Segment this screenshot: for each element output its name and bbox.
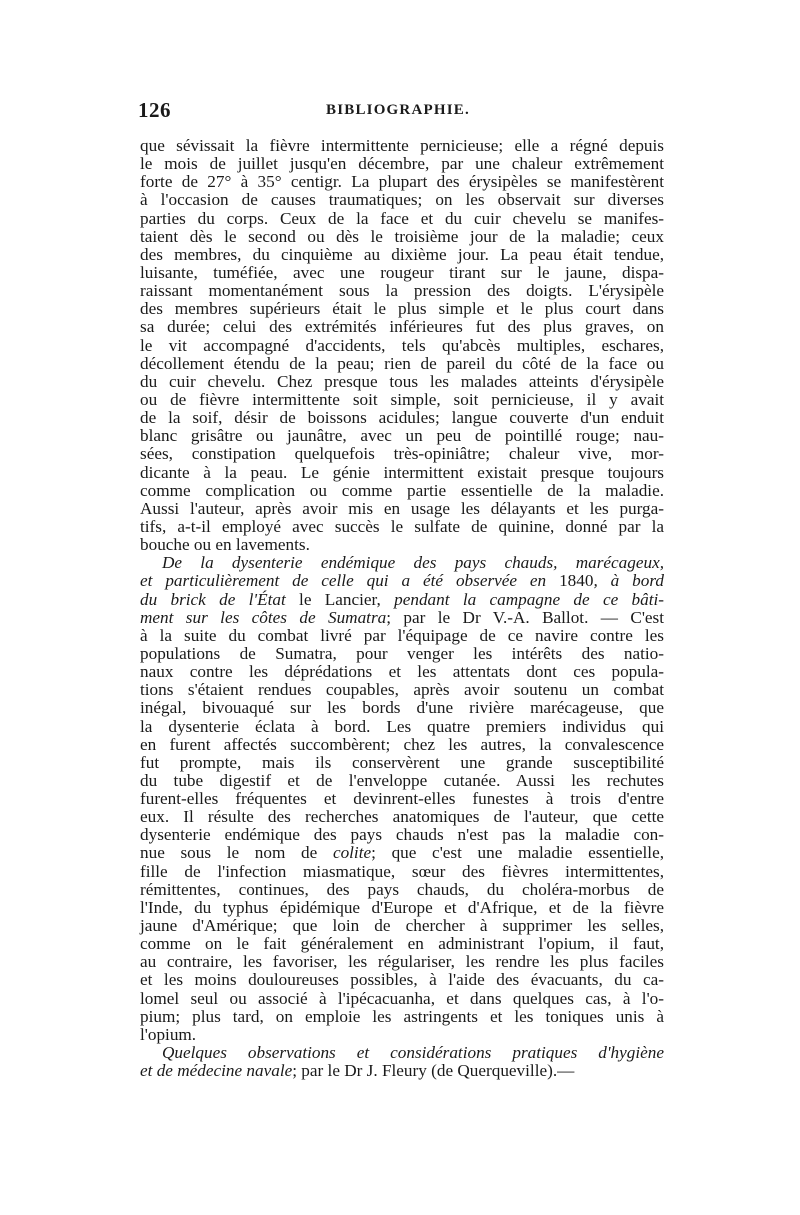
page-number: 126 <box>138 98 171 122</box>
text-segment: ; par le Dr J. Fleury (de Querqueville).— <box>292 1061 575 1081</box>
text-segment: parties du corps. Ceux de la face et du cuir chevelu se manifes- <box>140 208 664 228</box>
text-line <box>140 772 664 790</box>
text-line <box>140 790 664 808</box>
running-title: BIBLIOGRAPHIE. <box>326 102 470 118</box>
text-line <box>140 300 664 318</box>
text-segment: Aussi l'auteur, après avoir mis en usage les délayants et les purga- <box>140 498 664 518</box>
text-segment: jaune d'Amérique; que loin de chercher à supprimer les selles, <box>140 916 664 936</box>
text-segment: blanc grisâtre ou jaunâtre, avec un peu de pointillé rouge; nau- <box>140 426 664 446</box>
text-line <box>140 754 664 772</box>
text-segment: au contraire, les favoriser, les régulariser, les rendre les plus faciles <box>140 952 664 972</box>
text-line <box>140 971 664 989</box>
text-segment: l'Inde, du typhus épidémique d'Europe et d'Afrique, et de la fièvre <box>140 897 664 917</box>
text-line <box>140 137 664 155</box>
text-segment: nue sous le nom de <box>140 843 333 863</box>
text-line <box>140 1044 664 1062</box>
text-line <box>140 718 664 736</box>
text-segment: décollement étendu de la peau; rien de pareil du côté de la face ou <box>140 353 664 373</box>
text-line <box>140 917 664 935</box>
italic-text: et de médecine navale <box>140 1061 293 1081</box>
text-line <box>140 191 664 209</box>
text-segment: furent-elles fréquentes et devinrent-elles funestes à trois d'entre <box>140 789 664 809</box>
text-segment: tifs, a-t-il employé avec succès le sulfate de quinine, donné par la <box>140 516 664 536</box>
text-segment: en furent affectés succombèrent; chez les autres, la convalescence <box>140 734 664 754</box>
text-segment: que sévissait la fièvre intermittente pernicieuse; elle a régné depuis <box>140 136 664 155</box>
text-segment: naux contre les déprédations et les attentats dont ces popula- <box>140 662 664 682</box>
text-line <box>140 355 664 373</box>
text-line <box>140 518 664 536</box>
text-segment: pium; plus tard, on emploie les astringents et les toniques unis à <box>140 1006 664 1026</box>
text-segment: populations de Sumatra, pour venger les intérêts des natio- <box>140 643 664 663</box>
text-line <box>140 409 664 427</box>
body-text <box>140 137 664 1080</box>
text-segment: comme complication ou comme partie essentielle de la maladie. <box>140 480 664 500</box>
text-segment: à l'occasion de causes traumatiques; on les observait sur diverses <box>140 190 664 210</box>
text-segment: comme on le fait généralement en administrant l'opium, il faut, <box>140 934 664 954</box>
text-segment: rémittentes, continues, des pays chauds, du choléra-morbus de <box>140 879 664 899</box>
text-line <box>140 645 664 663</box>
italic-text: pendant la campagne de ce bâti- <box>394 589 664 609</box>
text-segment: de la soif, désir de boissons acidules; langue couverte d'un enduit <box>140 408 664 428</box>
text-segment: tions s'étaient rendues coupables, après avoir soutenu un combat <box>140 680 664 700</box>
text-line <box>140 826 664 844</box>
text-segment: raissant momentanément sous la pression des doigts. L'érysipèle <box>140 281 664 301</box>
text-segment: ; par le Dr V.-A. Ballot. — C'est <box>386 607 665 627</box>
text-segment: dysenterie endémique des pays chauds n'est pas la maladie con- <box>140 825 664 845</box>
text-segment: du tube digestif et de l'enveloppe cutanée. Aussi les rechutes <box>140 770 664 790</box>
text-line <box>140 663 664 681</box>
text-segment: ; que c'est une maladie essentielle, <box>371 843 664 863</box>
page-header <box>138 98 664 128</box>
text-line <box>140 210 664 228</box>
text-line <box>140 318 664 336</box>
text-segment: forte de 27° à 35° centigr. La plupart des érysipèles se manifestèrent <box>140 172 664 192</box>
italic-text: colite <box>332 843 372 863</box>
italic-text: , à bord <box>593 571 664 591</box>
text-line <box>140 391 664 409</box>
text-line <box>140 228 664 246</box>
text-segment: dicante à la peau. Le génie intermittent existait presque toujours <box>140 462 664 482</box>
text-segment: taient dès le second ou dès le troisième jour de la maladie; ceux <box>140 226 664 246</box>
text-segment: et les moins douloureuses possibles, à l'aide des évacuants, du ca- <box>140 970 664 990</box>
text-line <box>140 464 664 482</box>
text-line <box>140 990 664 1008</box>
text-segment: le Lancier, <box>285 589 395 609</box>
text-line <box>140 246 664 264</box>
italic-text: du brick de l'État <box>140 589 286 609</box>
text-line <box>140 899 664 917</box>
text-segment: lomel seul ou associé à l'ipécacuanha, et dans quelques cas, à l'o- <box>140 988 664 1008</box>
text-line <box>140 536 664 554</box>
text-segment: 1840 <box>559 571 594 591</box>
text-line <box>140 935 664 953</box>
text-segment: des membres, du cinquième au dixième jour. La peau était tendue, <box>140 244 664 264</box>
text-line <box>140 1026 664 1044</box>
text-line <box>140 173 664 191</box>
text-line <box>140 953 664 971</box>
text-line <box>140 736 664 754</box>
text-segment: à la suite du combat livré par l'équipage de ce navire contre les <box>140 625 664 645</box>
text-line <box>140 445 664 463</box>
text-segment: luisante, tuméfiée, avec une rougeur tirant sur le jaune, dispa- <box>140 262 664 282</box>
text-line <box>140 681 664 699</box>
italic-text: De la dysenterie endémique des pays chauds, marécageux, <box>162 553 664 573</box>
italic-text: et particulièrement de celle qui a été observée en <box>140 571 560 591</box>
text-segment: du cuir chevelu. Chez presque tous les malades atteints d'érysipèle <box>140 371 664 391</box>
text-segment: fille de l'infection miasmatique, sœur des fièvres intermittentes, <box>140 861 664 881</box>
italic-text: ment sur les côtes de Sumatra <box>140 607 387 627</box>
text-segment: le mois de juillet jusqu'en décembre, par une chaleur extrêmement <box>140 154 664 174</box>
text-line <box>140 554 664 572</box>
text-line <box>140 1062 664 1080</box>
text-line <box>140 282 664 300</box>
text-segment: le vit accompagné d'accidents, tels qu'abcès multiples, eschares, <box>140 335 664 355</box>
text-line <box>140 591 664 609</box>
text-segment: la dysenterie éclata à bord. Les quatre premiers individus qui <box>140 716 664 736</box>
text-segment: inégal, bivouaqué sur les bords d'une rivière marécageuse, que <box>140 698 664 718</box>
text-segment: eux. Il résulte des recherches anatomiques de l'auteur, que cette <box>140 807 664 827</box>
text-segment: fut prompte, mais ils conservèrent une grande susceptibilité <box>140 752 664 772</box>
italic-text: Quelques observations et considérations pratiques d'hygiène <box>162 1043 664 1063</box>
text-line <box>140 427 664 445</box>
text-line <box>140 844 664 862</box>
text-segment: l'opium. <box>140 1024 197 1044</box>
text-line <box>140 627 664 645</box>
text-line <box>140 373 664 391</box>
text-segment: sa durée; celui des extrémités inférieures fut des plus graves, on <box>140 317 664 337</box>
text-line <box>140 881 664 899</box>
text-segment: sées, constipation quelquefois très-opiniâtre; chaleur vive, mor- <box>140 444 664 464</box>
text-line <box>140 155 664 173</box>
text-line <box>140 482 664 500</box>
text-segment: ou de fièvre intermittente soit simple, soit pernicieuse, il y avait <box>140 389 664 409</box>
text-line <box>140 264 664 282</box>
text-line <box>140 609 664 627</box>
text-line <box>140 1008 664 1026</box>
text-segment: bouche ou en lavements. <box>140 535 310 555</box>
text-line <box>140 337 664 355</box>
text-line <box>140 808 664 826</box>
text-line <box>140 863 664 881</box>
text-line <box>140 500 664 518</box>
text-segment: des membres supérieurs était le plus simple et le plus court dans <box>140 299 664 319</box>
text-line <box>140 699 664 717</box>
text-line <box>140 572 664 590</box>
